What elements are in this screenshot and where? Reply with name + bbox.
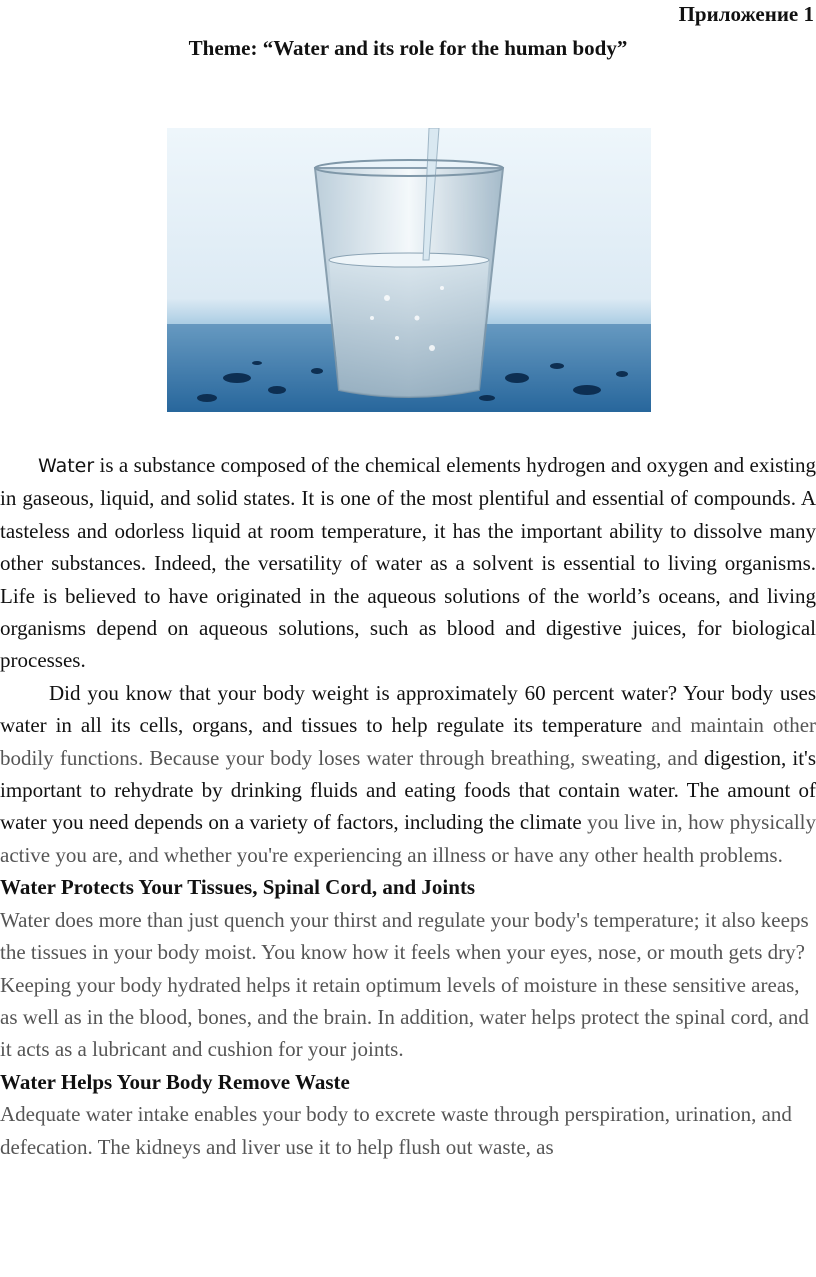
paragraph-lead-word: Water [38, 455, 95, 477]
section-heading-tissues: Water Protects Your Tissues, Spinal Cord, and Joints [0, 875, 476, 900]
paragraph-text: is a substance composed of the chemical elements hydrogen and oxygen and existing in gaseous, liquid, and solid states. It is one of the most plentiful and essential of compounds. A tasteless and odorless liquid at room temperature, it has the important ability to dissolve many other substances. Indeed, the versatility of water as a solvent is essential to living organisms. Life is believed to have originated in the aqueous solutions of the world’s oceans, and living organisms depend on aqueous solutions, such as blood and digestive juices, for biological processes. [0, 453, 816, 673]
paragraph-water-definition [0, 449, 816, 677]
document-body [0, 449, 816, 1163]
paragraph-body-weight [0, 677, 816, 871]
paragraph-tissues: Water does more than just quench your thirst and regulate your body's temperature; it also keeps the tissues in your body moist. You know how it feels when your eyes, nose, or mouth gets dry? Keeping your body hydrated helps it retain optimum levels of moisture in these sensitive areas, as well as in the blood, bones, and the brain. In addition, water helps protect the spinal cord, and it acts as a lubricant and cushion for your joints. [0, 907, 809, 1062]
paragraph-text: digestion, it's important to rehydrate by drinking fluids and eating foods that contain water. The amount of water you need depends on a variety of factors, including the climate [0, 745, 816, 835]
paragraph-text: you live in, how physically active you are, and whether you're experiencing an illness or have any other health problems. [0, 810, 816, 867]
paragraph-waste: Adequate water intake enables your body to excrete waste through perspiration, urination, and defecation. The kidneys and liver use it to help flush out waste, as [0, 1102, 792, 1159]
paragraph-text: and maintain other bodily functions. Because your body loses water through breathing, sweating, and [0, 713, 816, 770]
section-heading-waste: Water Helps Your Body Remove Waste [0, 1069, 350, 1094]
appendix-label: Приложение 1 [678, 2, 814, 26]
paragraph-text: Did you know that your body weight is approximately 60 percent water? Your body uses water in all its cells, organs, and tissues to help regulate its temperature [0, 680, 816, 738]
document-title: Theme: “Water and its role for the human body” [188, 36, 628, 60]
water-glass-icon [167, 128, 651, 412]
water-glass-photo [167, 128, 651, 412]
